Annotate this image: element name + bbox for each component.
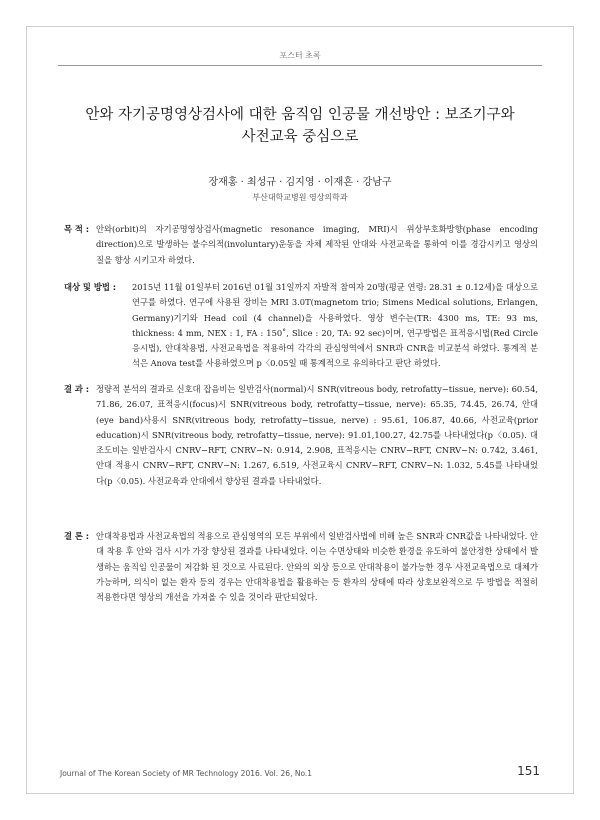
section-results-text: 정량적 분석의 결과로 신호대 잡음비는 일반검사(normal)시 SNR(vitreous body, retrofatty−tissue, nerve): 60.54, 71.86, 26.07, 표적응시(focus)시 SNR(vitreous body, retrofatty−tissue, nerve): 65.35, 74.45, 26.74, 안대(eye band)사용시 SNR(vitreous body, retrofatty−tissue, nerve) : 95.61, 106.87, 40.66, 사전교육(prior education)시 SNR(vitreous body, retrofatty−tissue, nerve): 91.01,100.27, 42.75를 나타내었다(p〈0.05). 대조도비는 일반검사시 CNRV−RFT, CNRV−N: 0.914, 2.908, 표적응시는 CNRV−RFT, CNRV−N: 0.742, 3.461, 안대 적용시 CNRV−RFT, CNRV−N: 1.267, 6.519, 사전교육시 CNRV−RFT, CNRV−N: 1.032, 5.45를 나타내었다(p〈0.05). 사전교육과 안대에서 향상된 결과를 나타내었다. — [96, 384, 538, 486]
header-divider — [58, 65, 542, 66]
journal-citation: Journal of The Korean Society of MR Technology 2016. Vol. 26, No.1 — [60, 769, 313, 778]
section-methods — [64, 280, 538, 372]
section-purpose-label: 목 적 : — [64, 224, 90, 234]
section-purpose-text: 안와(orbit)의 자기공명영상검사(magnetic resonance imaging, MRI)시 위상부호화방향(phase encoding direction)으로 발생하는 불수의적(involuntary)운동을 자체 제작된 안대와 사전교육을 통하여 이를 경감시키고 영상의 질을 향상 시키고자 하였다. — [96, 224, 538, 265]
running-header: 포스터 초록 — [279, 51, 321, 60]
section-results-label: 결 과 : — [64, 384, 90, 394]
section-results — [64, 382, 538, 489]
section-purpose — [64, 222, 538, 268]
section-conclusion — [64, 529, 538, 605]
section-methods-label: 대상 및 방법 : — [64, 282, 117, 292]
title-line-1: 안와 자기공명영상검사에 대한 움직임 인공물 개선방안 : 보조기구와 — [85, 107, 515, 123]
paper-title — [60, 104, 540, 148]
author-list: 장재홍 · 최성규 · 김지영 · 이재흔 · 강남구 — [208, 177, 392, 188]
section-conclusion-label: 결 론 : — [64, 531, 90, 541]
section-methods-text: 2015년 11월 01일부터 2016년 01월 31일까지 자발적 참여자 20명(평균 연령: 28.31 ± 0.12세)을 대상으로 연구를 하였다. 연구에 사용된 장비는 MRI 3.0T(magnetom trio; Simens Medical solutions, Erlangen, Germany)기기와 Head coil (4 channel)을 사용하였다. 영상 변수는(TR: 4300 ms, TE: 93 ms, thickness: 4 mm, NEX : 1, FA : 150˚, Slice : 20, TA: 92 sec)이며, 연구방법은 표적응시법(Red Circle응시법), 안대착용법, 사전교육법을 적용하여 각각의 관심영역에서 SNR과 CNR을 비교분석 하였다. 통계적 분석은 Anova test를 사용하였으며 p〈0.05일 때 통계적으로 유의하다고 판단 하였다. — [132, 282, 538, 369]
page-number: 151 — [517, 764, 540, 778]
section-conclusion-text: 안대착용법과 사전교육법의 적용으로 관심영역의 모든 부위에서 일반검사법에 비해 높은 SNR과 CNR값을 나타내었다. 안대 착용 후 안와 검사 시가 가장 향상된 결과를 나타내었다. 이는 수면상태와 비슷한 환경을 유도하여 불안정한 상태에서 발생하는 움직임 인공물이 저감화 된 것으로 사료된다. 안와의 외상 등으로 안대착용이 불가능한 경우 사전교육법으로 대체가 가능하며, 의식이 없는 환자 등의 경우는 안대착용법을 활용하는 등 환자의 상태에 따라 상호보완적으로 두 방법을 적절히 적용한다면 영상의 개선을 가져올 수 있을 것이라 판단되었다. — [96, 531, 539, 603]
affiliation: 부산대학교병원 영상의학과 — [252, 193, 348, 202]
title-line-2: 사전교육 중심으로 — [241, 129, 359, 145]
